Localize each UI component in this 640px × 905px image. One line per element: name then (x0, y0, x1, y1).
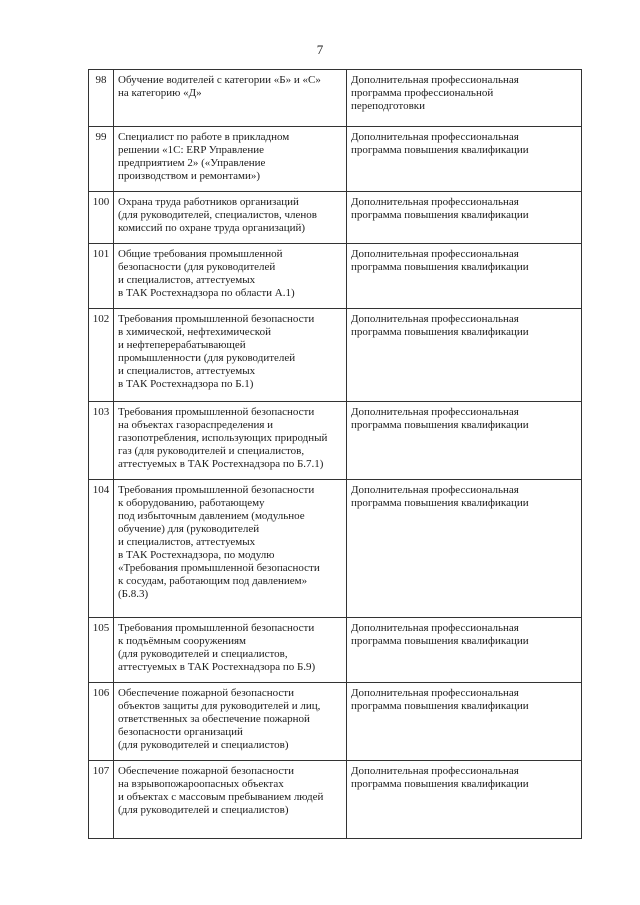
program-name-line: Требования промышленной безопасности (118, 313, 315, 325)
program-type-line: программа профессиональной (351, 87, 494, 99)
program-name-line: в ТАК Ростехнадзора по области А.1) (118, 287, 295, 299)
program-name-line: обучение) для (руководителей (118, 523, 260, 535)
program-name-line: производством и ремонтами») (118, 170, 261, 182)
programs-table (88, 69, 582, 839)
table-row (89, 70, 582, 127)
program-name-line: (для руководителей и специалистов, (118, 648, 288, 660)
program-name-line: и специалистов, аттестуемых (118, 274, 256, 286)
row-number: 99 (89, 127, 114, 192)
program-name-line: ответственных за обеспечение пожарной (118, 713, 310, 725)
table-row (89, 127, 582, 192)
program-type-line: Дополнительная профессиональная (351, 406, 519, 418)
program-name (114, 70, 347, 127)
program-name-line: (для руководителей и специалистов) (118, 804, 289, 816)
program-type-line: программа повышения квалификации (351, 419, 529, 431)
program-name (114, 480, 347, 618)
program-type-line: Дополнительная профессиональная (351, 687, 519, 699)
row-number: 98 (89, 70, 114, 127)
program-name (114, 618, 347, 683)
program-type-line: программа повышения квалификации (351, 144, 529, 156)
program-name (114, 309, 347, 402)
program-type (347, 618, 582, 683)
program-name-line: на взрывопожароопасных объектах (118, 778, 284, 790)
program-name-line: и нефтеперерабатывающей (118, 339, 246, 351)
program-name-line: в ТАК Ростехнадзора по Б.1) (118, 378, 254, 390)
program-type (347, 683, 582, 761)
program-type-line: Дополнительная профессиональная (351, 131, 519, 143)
program-type (347, 127, 582, 192)
program-name-line: аттестуемых в ТАК Ростехнадзора по Б.7.1) (118, 458, 324, 470)
program-name-line: к оборудованию, работающему (118, 497, 265, 509)
row-number: 101 (89, 244, 114, 309)
program-name-line: «Требования промышленной безопасности (118, 562, 320, 574)
program-name-line: Требования промышленной безопасности (118, 406, 315, 418)
row-number: 107 (89, 761, 114, 839)
program-type-line: переподготовки (351, 100, 425, 112)
program-type-line: программа повышения квалификации (351, 209, 529, 221)
row-number: 102 (89, 309, 114, 402)
program-name-line: и специалистов, аттестуемых (118, 536, 256, 548)
programs-table-body (89, 70, 582, 839)
program-name-line: безопасности организаций (118, 726, 243, 738)
program-name-line: газопотребления, использующих природный (118, 432, 328, 444)
program-name-line: безопасности (для руководителей (118, 261, 276, 273)
program-type-line: программа повышения квалификации (351, 326, 529, 338)
program-name-line: решении «1С: ERP Управление (118, 144, 264, 156)
program-name-line: в ТАК Ростехнадзора, по модулю (118, 549, 275, 561)
program-name-line: к сосудам, работающим под давлением» (118, 575, 308, 587)
program-name-line: (для руководителей, специалистов, членов (118, 209, 317, 221)
program-name-line: предприятием 2» («Управление (118, 157, 266, 169)
program-name-line: Требования промышленной безопасности (118, 622, 315, 634)
program-name-line: газ (для руководителей и специалистов, (118, 445, 305, 457)
program-name-line: Обеспечение пожарной безопасности (118, 687, 295, 699)
table-row (89, 309, 582, 402)
program-name-line: и специалистов, аттестуемых (118, 365, 256, 377)
program-name-line: Обеспечение пожарной безопасности (118, 765, 295, 777)
program-type-line: программа повышения квалификации (351, 497, 529, 509)
program-name-line: Обучение водителей с категории «Б» и «С» (118, 74, 321, 86)
row-number: 100 (89, 192, 114, 244)
row-number: 105 (89, 618, 114, 683)
program-type-line: Дополнительная профессиональная (351, 248, 519, 260)
table-row (89, 402, 582, 480)
program-name-line: (Б.8.3) (118, 588, 149, 600)
program-type (347, 309, 582, 402)
program-type (347, 192, 582, 244)
program-name-line: комиссий по охране труда организаций) (118, 222, 306, 234)
program-name-line: на объектах газораспределения и (118, 419, 274, 431)
program-type-line: Дополнительная профессиональная (351, 74, 519, 86)
program-type-line: программа повышения квалификации (351, 635, 529, 647)
program-type-line: программа повышения квалификации (351, 700, 529, 712)
row-number: 106 (89, 683, 114, 761)
program-name (114, 402, 347, 480)
program-type-line: Дополнительная профессиональная (351, 196, 519, 208)
program-name-line: (для руководителей и специалистов) (118, 739, 289, 751)
page-number: 7 (316, 42, 324, 57)
program-type-line: Дополнительная профессиональная (351, 313, 519, 325)
program-type (347, 70, 582, 127)
program-name (114, 192, 347, 244)
program-name-line: Требования промышленной безопасности (118, 484, 315, 496)
table-row (89, 618, 582, 683)
row-number: 103 (89, 402, 114, 480)
program-name (114, 683, 347, 761)
program-name (114, 761, 347, 839)
table-row (89, 244, 582, 309)
program-name-line: объектов защиты для руководителей и лиц, (118, 700, 321, 712)
program-name (114, 244, 347, 309)
table-row (89, 683, 582, 761)
program-type-line: Дополнительная профессиональная (351, 622, 519, 634)
table-row (89, 192, 582, 244)
program-name-line: на категорию «Д» (118, 87, 202, 99)
table-row (89, 480, 582, 618)
program-type-line: Дополнительная профессиональная (351, 765, 519, 777)
table-row (89, 761, 582, 839)
program-type-line: программа повышения квалификации (351, 261, 529, 273)
program-type (347, 761, 582, 839)
program-type (347, 402, 582, 480)
program-name (114, 127, 347, 192)
program-type-line: Дополнительная профессиональная (351, 484, 519, 496)
program-name-line: Специалист по работе в прикладном (118, 131, 290, 143)
program-type (347, 244, 582, 309)
program-name-line: аттестуемых в ТАК Ростехнадзора по Б.9) (118, 661, 316, 673)
program-type (347, 480, 582, 618)
program-name-line: в химической, нефтехимической (118, 326, 271, 338)
program-name-line: к подъёмным сооружениям (118, 635, 247, 647)
row-number: 104 (89, 480, 114, 618)
program-name-line: Общие требования промышленной (118, 248, 283, 260)
program-name-line: и объектах с массовым пребыванием людей (118, 791, 324, 803)
program-name-line: Охрана труда работников организаций (118, 196, 299, 208)
program-name-line: промышленности (для руководителей (118, 352, 296, 364)
program-type-line: программа повышения квалификации (351, 778, 529, 790)
program-name-line: под избыточным давлением (модульное (118, 510, 305, 522)
